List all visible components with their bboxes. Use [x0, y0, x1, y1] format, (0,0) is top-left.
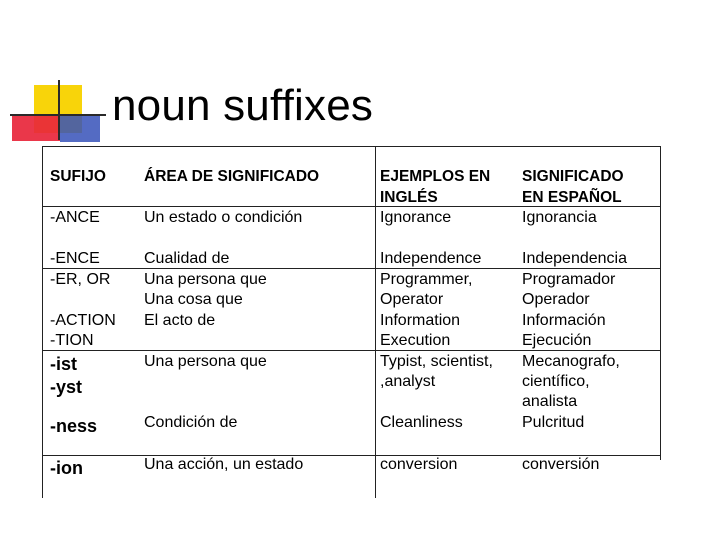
cell-area-ion: Una acción, un estado	[144, 456, 304, 473]
cell-meaning-er-or-2: Operador	[522, 291, 590, 308]
cell-example-er-or-1: Programmer,	[380, 271, 473, 288]
header-significado-line1: SIGNIFICADO	[522, 168, 624, 185]
cell-meaning-ness: Pulcritud	[522, 414, 585, 431]
cell-meaning-ist-3: analista	[522, 393, 578, 410]
cell-area-ence: Cualidad de	[144, 250, 230, 267]
header-area: ÁREA DE SIGNIFICADO	[144, 168, 320, 185]
cell-suffix-action-2: -TION	[50, 332, 94, 349]
cell-area-action: El acto de	[144, 312, 216, 329]
cell-suffix-ness: -ness	[50, 416, 98, 436]
header-ejemplos-line1: EJEMPLOS EN	[380, 168, 491, 185]
cell-example-action-1: Information	[380, 312, 461, 329]
header-sufijo: SUFIJO	[50, 168, 106, 185]
cell-suffix-ion: -ion	[50, 458, 83, 478]
cell-area-ness: Condición de	[144, 414, 238, 431]
cell-suffix-ence: -ENCE	[50, 250, 100, 267]
cell-area-er-or-1: Una persona que	[144, 271, 267, 288]
cell-meaning-action-1: Información	[522, 312, 606, 329]
cell-suffix-ist-1: -ist	[50, 354, 77, 374]
decor-blue-square	[60, 114, 100, 142]
cell-example-ness: Cleanliness	[380, 414, 463, 431]
cell-example-er-or-2: Operator	[380, 291, 444, 308]
cell-meaning-er-or-1: Programador	[522, 271, 616, 288]
cell-example-action-2: Execution	[380, 332, 451, 349]
cell-meaning-ist-2: científico,	[522, 373, 590, 390]
cell-suffix-action-1: -ACTION	[50, 312, 116, 329]
cell-area-ist: Una persona que	[144, 353, 267, 370]
cell-meaning-ist-1: Mecanografo,	[522, 353, 620, 370]
table-top-border	[42, 146, 661, 147]
cell-area-ance: Un estado o condición	[144, 209, 303, 226]
cell-suffix-ance: -ANCE	[50, 209, 100, 226]
slide-title: noun suffixes	[112, 81, 374, 130]
table-middle-rule	[375, 146, 376, 498]
title-decoration	[0, 0, 110, 150]
cell-meaning-ance: Ignorancia	[522, 209, 597, 226]
suffix-table	[42, 146, 662, 498]
cell-meaning-action-2: Ejecución	[522, 332, 592, 349]
cell-example-ence: Independence	[380, 250, 482, 267]
cell-area-er-or-2: Una cosa que	[144, 291, 243, 308]
cell-meaning-ion: conversión	[522, 456, 600, 473]
decor-vertical-line	[58, 80, 60, 140]
decor-horizontal-line	[10, 114, 106, 116]
cell-example-ist-2: ,analyst	[380, 373, 436, 390]
cell-example-ist-1: Typist, scientist,	[380, 353, 493, 370]
cell-example-ion: conversion	[380, 456, 458, 473]
cell-example-ance: Ignorance	[380, 209, 452, 226]
cell-suffix-ist-2: -yst	[50, 377, 83, 397]
table-right-border	[660, 146, 661, 460]
header-significado-line2: EN ESPAÑOL	[522, 189, 622, 206]
header-ejemplos-line2: INGLÉS	[380, 189, 438, 206]
table-left-border	[42, 146, 43, 498]
cell-meaning-ence: Independencia	[522, 250, 627, 267]
decor-red-square	[12, 116, 60, 141]
cell-suffix-er-or: -ER, OR	[50, 271, 111, 288]
